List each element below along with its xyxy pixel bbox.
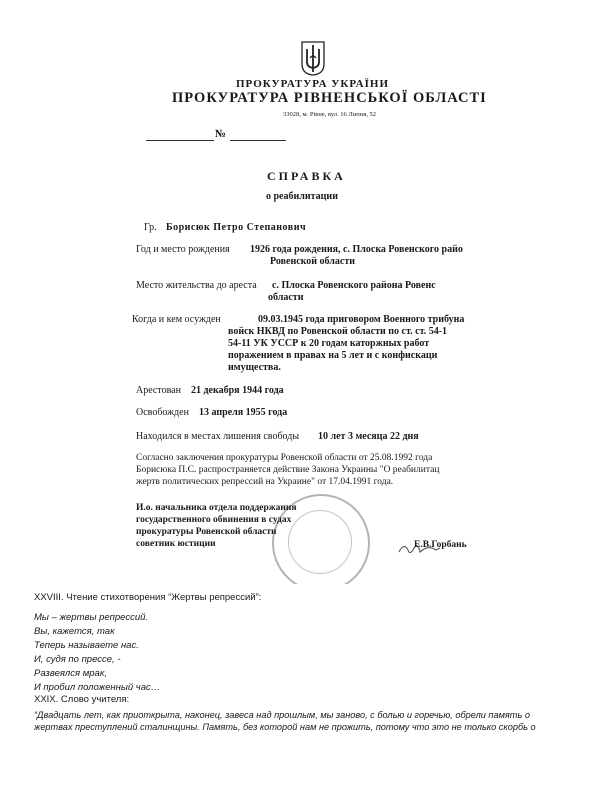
signer-title-line-1: И.о. начальника отдела поддержания	[136, 503, 297, 513]
header-line-1: ПРОКУРАТУРА УКРАЇНИ	[236, 78, 389, 90]
header-line-2: ПРОКУРАТУРА РІВНЕНСЬКОЇ ОБЛАСТІ	[172, 90, 487, 106]
poem-line-5: Развеялся мрак,	[34, 668, 107, 679]
sentence-line-2: войск НКВД по Ровенской области по ст. ст. 54-1	[228, 326, 448, 337]
trident-coat-of-arms-icon	[300, 40, 326, 76]
signer-title-line-2: государственного обвинения в судах	[136, 515, 292, 525]
release-label: Освобожден	[136, 407, 189, 418]
number-line-right	[230, 140, 286, 141]
birth-label: Год и место рождения	[136, 244, 230, 255]
number-sign: №	[215, 128, 227, 140]
birth-value-line-1: 1926 года рождения, с. Плоска Ровенского райо	[250, 244, 463, 255]
residence-value-line-1: с. Плоска Ровенского района Ровенс	[272, 280, 436, 291]
signer-title-line-4: советник юстиции	[136, 539, 216, 549]
arrest-label: Арестован	[136, 385, 181, 396]
section-28-heading: XXVIII. Чтение стихотворения “Жертвы репрессий”:	[34, 592, 262, 603]
poem-line-2: Вы, кажется, так	[34, 626, 115, 637]
conclusion-line-1: Согласно заключения прокуратуры Ровенской области от 25.08.1992 года	[136, 453, 433, 463]
teacher-quote-line-1: “Двадцать лет, как приоткрыта, наконец, завеса над прошлым, мы заново, с болью и горечью, обрели память о	[34, 710, 530, 720]
citizen-name: Борисюк Петро Степанович	[166, 222, 307, 233]
poem-line-1: Мы – жертвы репрессий.	[34, 612, 149, 623]
signer-title-line-3: прокуратуры Ровенской области	[136, 527, 277, 537]
sentence-line-1: 09.03.1945 года приговором Военного трибуна	[258, 314, 465, 325]
residence-label: Место жительства до ареста	[136, 280, 257, 291]
header-address: 33028, м. Рівне, вул. 16 Липня, 52	[283, 111, 376, 118]
signer-name: Е.В.Горбань	[414, 540, 467, 550]
rehabilitation-certificate-scan	[96, 22, 488, 584]
detention-value: 10 лет 3 месяца 22 дня	[318, 431, 419, 442]
sentence-label: Когда и кем осужден	[132, 314, 221, 325]
sentence-line-5: имущества.	[228, 362, 281, 373]
citizen-label: Гр.	[144, 222, 157, 233]
release-value: 13 апреля 1955 года	[199, 407, 288, 418]
section-29-heading: XXIX. Слово учителя:	[34, 694, 130, 705]
poem-line-4: И, судя по прессе, -	[34, 654, 121, 665]
conclusion-line-3: жертв политических репрессий на Украине" от 17.04.1991 года.	[136, 477, 394, 487]
conclusion-line-2: Борисюка П.С. распространяется действие Закона Украины "О реабилитац	[136, 465, 440, 475]
certificate-title: СПРАВКА	[267, 169, 346, 183]
birth-value-line-2: Ровенской области	[270, 256, 356, 267]
arrest-value: 21 декабря 1944 года	[191, 385, 284, 396]
poem-line-3: Теперь называете нас.	[34, 640, 139, 651]
certificate-subtitle: о реабилитации	[266, 191, 338, 202]
teacher-quote-line-2: жертвах преступлений сталинщины. Память, без которой нам не прожить, потому что это не только скорбь о	[34, 722, 536, 732]
sentence-line-3: 54-11 УК УССР к 20 годам каторжных работ	[228, 338, 430, 349]
detention-label: Находился в местах лишения свободы	[136, 431, 300, 442]
poem-line-6: И пробил положенный час…	[34, 682, 161, 693]
number-line-left	[146, 140, 214, 141]
residence-value-line-2: области	[268, 292, 304, 303]
sentence-line-4: поражением в правах на 5 лет и с конфискаци	[228, 350, 438, 361]
